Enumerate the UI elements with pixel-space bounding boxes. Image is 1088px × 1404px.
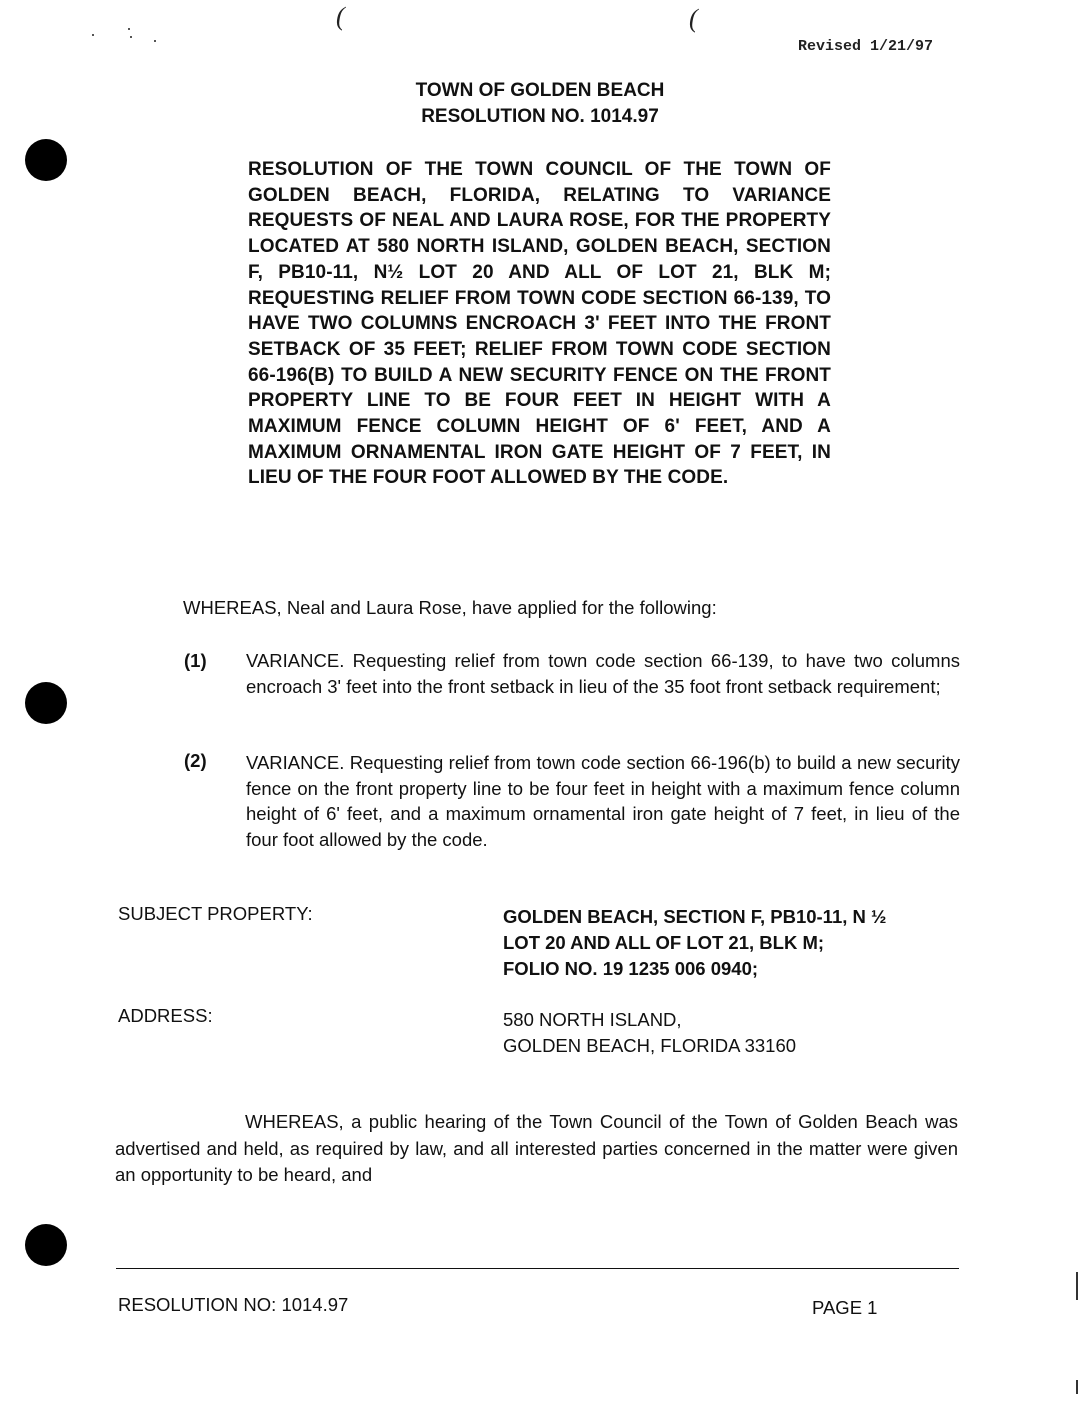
subject-property-line: FOLIO NO. 19 1235 006 0940;: [503, 958, 759, 979]
scan-edge-mark: [1076, 1272, 1078, 1300]
whereas-applied-paragraph: WHEREAS, Neal and Laura Rose, have applied for the following:: [183, 597, 717, 618]
footer-divider: [116, 1268, 959, 1269]
item-number: (1): [184, 650, 207, 671]
variance-item-text: VARIANCE. Requesting relief from town code section 66-139, to have two columns encroach 3' feet into the front setback in lieu of the 35 foot front setback requirement;: [246, 650, 960, 697]
town-name-heading: TOWN OF GOLDEN BEACH: [415, 80, 665, 101]
variance-item-text: VARIANCE. Requesting relief from town code section 66-196(b) to build a new security fence on the front property line to be four feet in height with a maximum fence column height of 6' feet, and a maximum ornamental iron gate height of 7 feet, in lieu of the four foot allowed by the code.: [246, 752, 960, 850]
footer-page-number: PAGE 1: [812, 1297, 878, 1318]
subject-property-value: [503, 904, 886, 982]
scan-speck: [92, 34, 94, 36]
whereas-hearing-paragraph: WHEREAS, a public hearing of the Town Council of the Town of Golden Beach was advertised and held, as required by law, and all interested parties concerned in the matter were given an opportunity to be heard, and: [115, 1111, 958, 1185]
address-line: 580 NORTH ISLAND,: [503, 1009, 682, 1030]
scan-speck: [128, 28, 130, 30]
address-label: ADDRESS:: [118, 1005, 213, 1026]
address-value: [503, 1007, 796, 1059]
punch-hole-middle: [25, 682, 67, 724]
punch-hole-bottom: [25, 1224, 67, 1266]
scan-mark-right-paren: (: [689, 4, 698, 33]
scan-speck: [130, 36, 132, 38]
footer-resolution-number: RESOLUTION NO: 1014.97: [118, 1294, 349, 1315]
scan-edge-mark: [1076, 1380, 1078, 1394]
subject-property-line: GOLDEN BEACH, SECTION F, PB10-11, N ½: [503, 906, 887, 927]
address-line: GOLDEN BEACH, FLORIDA 33160: [503, 1035, 797, 1056]
scan-mark-left-paren: (: [336, 2, 345, 31]
resolution-number-heading: RESOLUTION NO. 1014.97: [421, 106, 659, 127]
punch-hole-top: [25, 139, 67, 181]
revision-date: Revised 1/21/97: [798, 38, 934, 55]
subject-property-label: SUBJECT PROPERTY:: [118, 903, 313, 924]
scan-speck: [154, 40, 156, 42]
subject-property-line: LOT 20 AND ALL OF LOT 21, BLK M;: [503, 932, 825, 953]
item-number: (2): [184, 750, 207, 771]
resolution-title-paragraph: RESOLUTION OF THE TOWN COUNCIL OF THE TOWN OF GOLDEN BEACH, FLORIDA, RELATING TO VARIANCE REQUESTS OF NEAL AND LAURA ROSE, FOR THE PROPERTY LOCATED AT 580 NORTH ISLAND, GOLDEN BEACH, SECTION F, PB10-11, N½ LOT 20 AND ALL OF LOT 21, BLK M; REQUESTING RELIEF FROM TOWN CODE SECTION 66-139, TO HAVE TWO COLUMNS ENCROACH 3' FEET INTO THE FRONT SETBACK OF 35 FEET; RELIEF FROM TOWN CODE SECTION 66-196(B) TO BUILD A NEW SECURITY FENCE ON THE FRONT PROPERTY LINE TO BE FOUR FEET IN HEIGHT WITH A MAXIMUM FENCE COLUMN HEIGHT OF 6' FEET, AND A MAXIMUM ORNAMENTAL IRON GATE HEIGHT OF 7 FEET, IN LIEU OF THE FOUR FOOT ALLOWED BY THE CODE.: [248, 159, 831, 489]
